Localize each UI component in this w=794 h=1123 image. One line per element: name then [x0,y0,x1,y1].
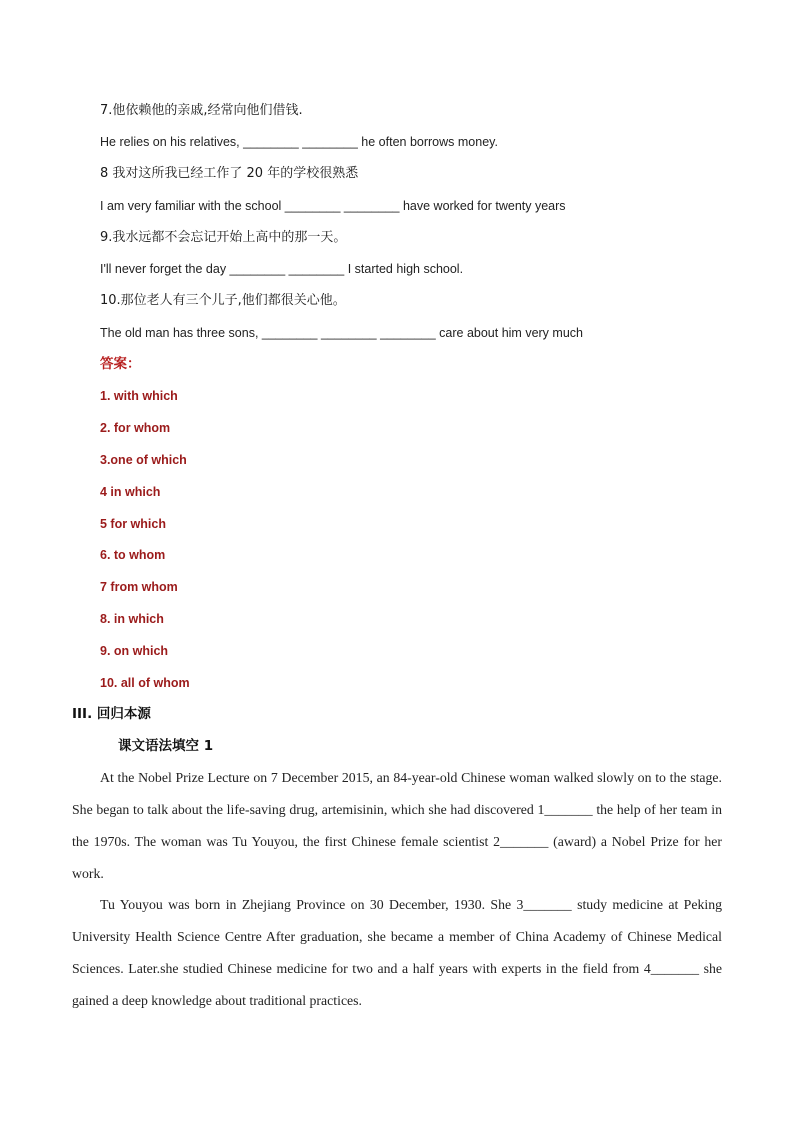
answer-item: 9. on which [100,644,169,658]
exercise-7-english: He relies on his relatives, ________ ________ he often borrows money. [100,135,498,149]
answer-item: 5 for which [100,517,166,531]
answer-item: 10. all of whom [100,676,190,690]
exercise-7-chinese: 7.他依赖他的亲戚,经常向他们借钱. [100,103,303,118]
exercise-9-english: I'll never forget the day ________ ________ I started high school. [100,262,464,276]
answers-title: 答案： [100,356,141,372]
answer-item: 3.one of which [100,453,187,467]
passage-paragraph [72,889,722,1017]
answer-item: 8. in which [100,612,164,626]
exercise-10-chinese: 10.那位老人有三个儿子,他们都很关心他。 [100,293,346,308]
answer-item: 6. to whom [100,548,166,562]
answer-item: 2. for whom [100,421,171,435]
exercise-8-chinese: 8 我对这所我已经工作了 20 年的学校很熟悉 [100,166,359,181]
answer-item: 7 from whom [100,580,178,594]
exercise-10-english: The old man has three sons, ________ ________ ________ care about him very much [100,326,583,340]
exercise-8-english: I am very familiar with the school ________ ________ have worked for twenty years [100,199,566,213]
passage-paragraph [72,762,722,890]
passage-paragraph-1-text: At the Nobel Prize Lecture on 7 December 2015, an 84-year-old Chinese woman walked slowly on to the stage. She began to talk about the life-saving drug, artemisinin, which she had discovered 1_______ the help of her team in the 1970s. The woman was Tu Youyou, the first Chinese female scientist 2_______ (award) a Nobel Prize for her work. [72,770,722,881]
answer-item: 4 in which [100,485,161,499]
section-heading: III. 回归本源 [72,706,151,722]
exercise-9-chinese: 9.我水远都不会忘记开始上高中的那一天。 [100,230,347,245]
answer-item: 1. with which [100,389,178,403]
section-subheading: 课文语法填空 1 [118,738,214,754]
passage-paragraph-2-text: Tu Youyou was born in Zhejiang Province on 30 December, 1930. She 3_______ study medicine at Peking University Health Science Centre After graduation, she became a member of China Academy of Chinese Medical Sciences. Later.she studied Chinese medicine for two and a half years with experts in the field from 4_______ she gained a deep knowledge about traditional practices. [72,897,722,1008]
